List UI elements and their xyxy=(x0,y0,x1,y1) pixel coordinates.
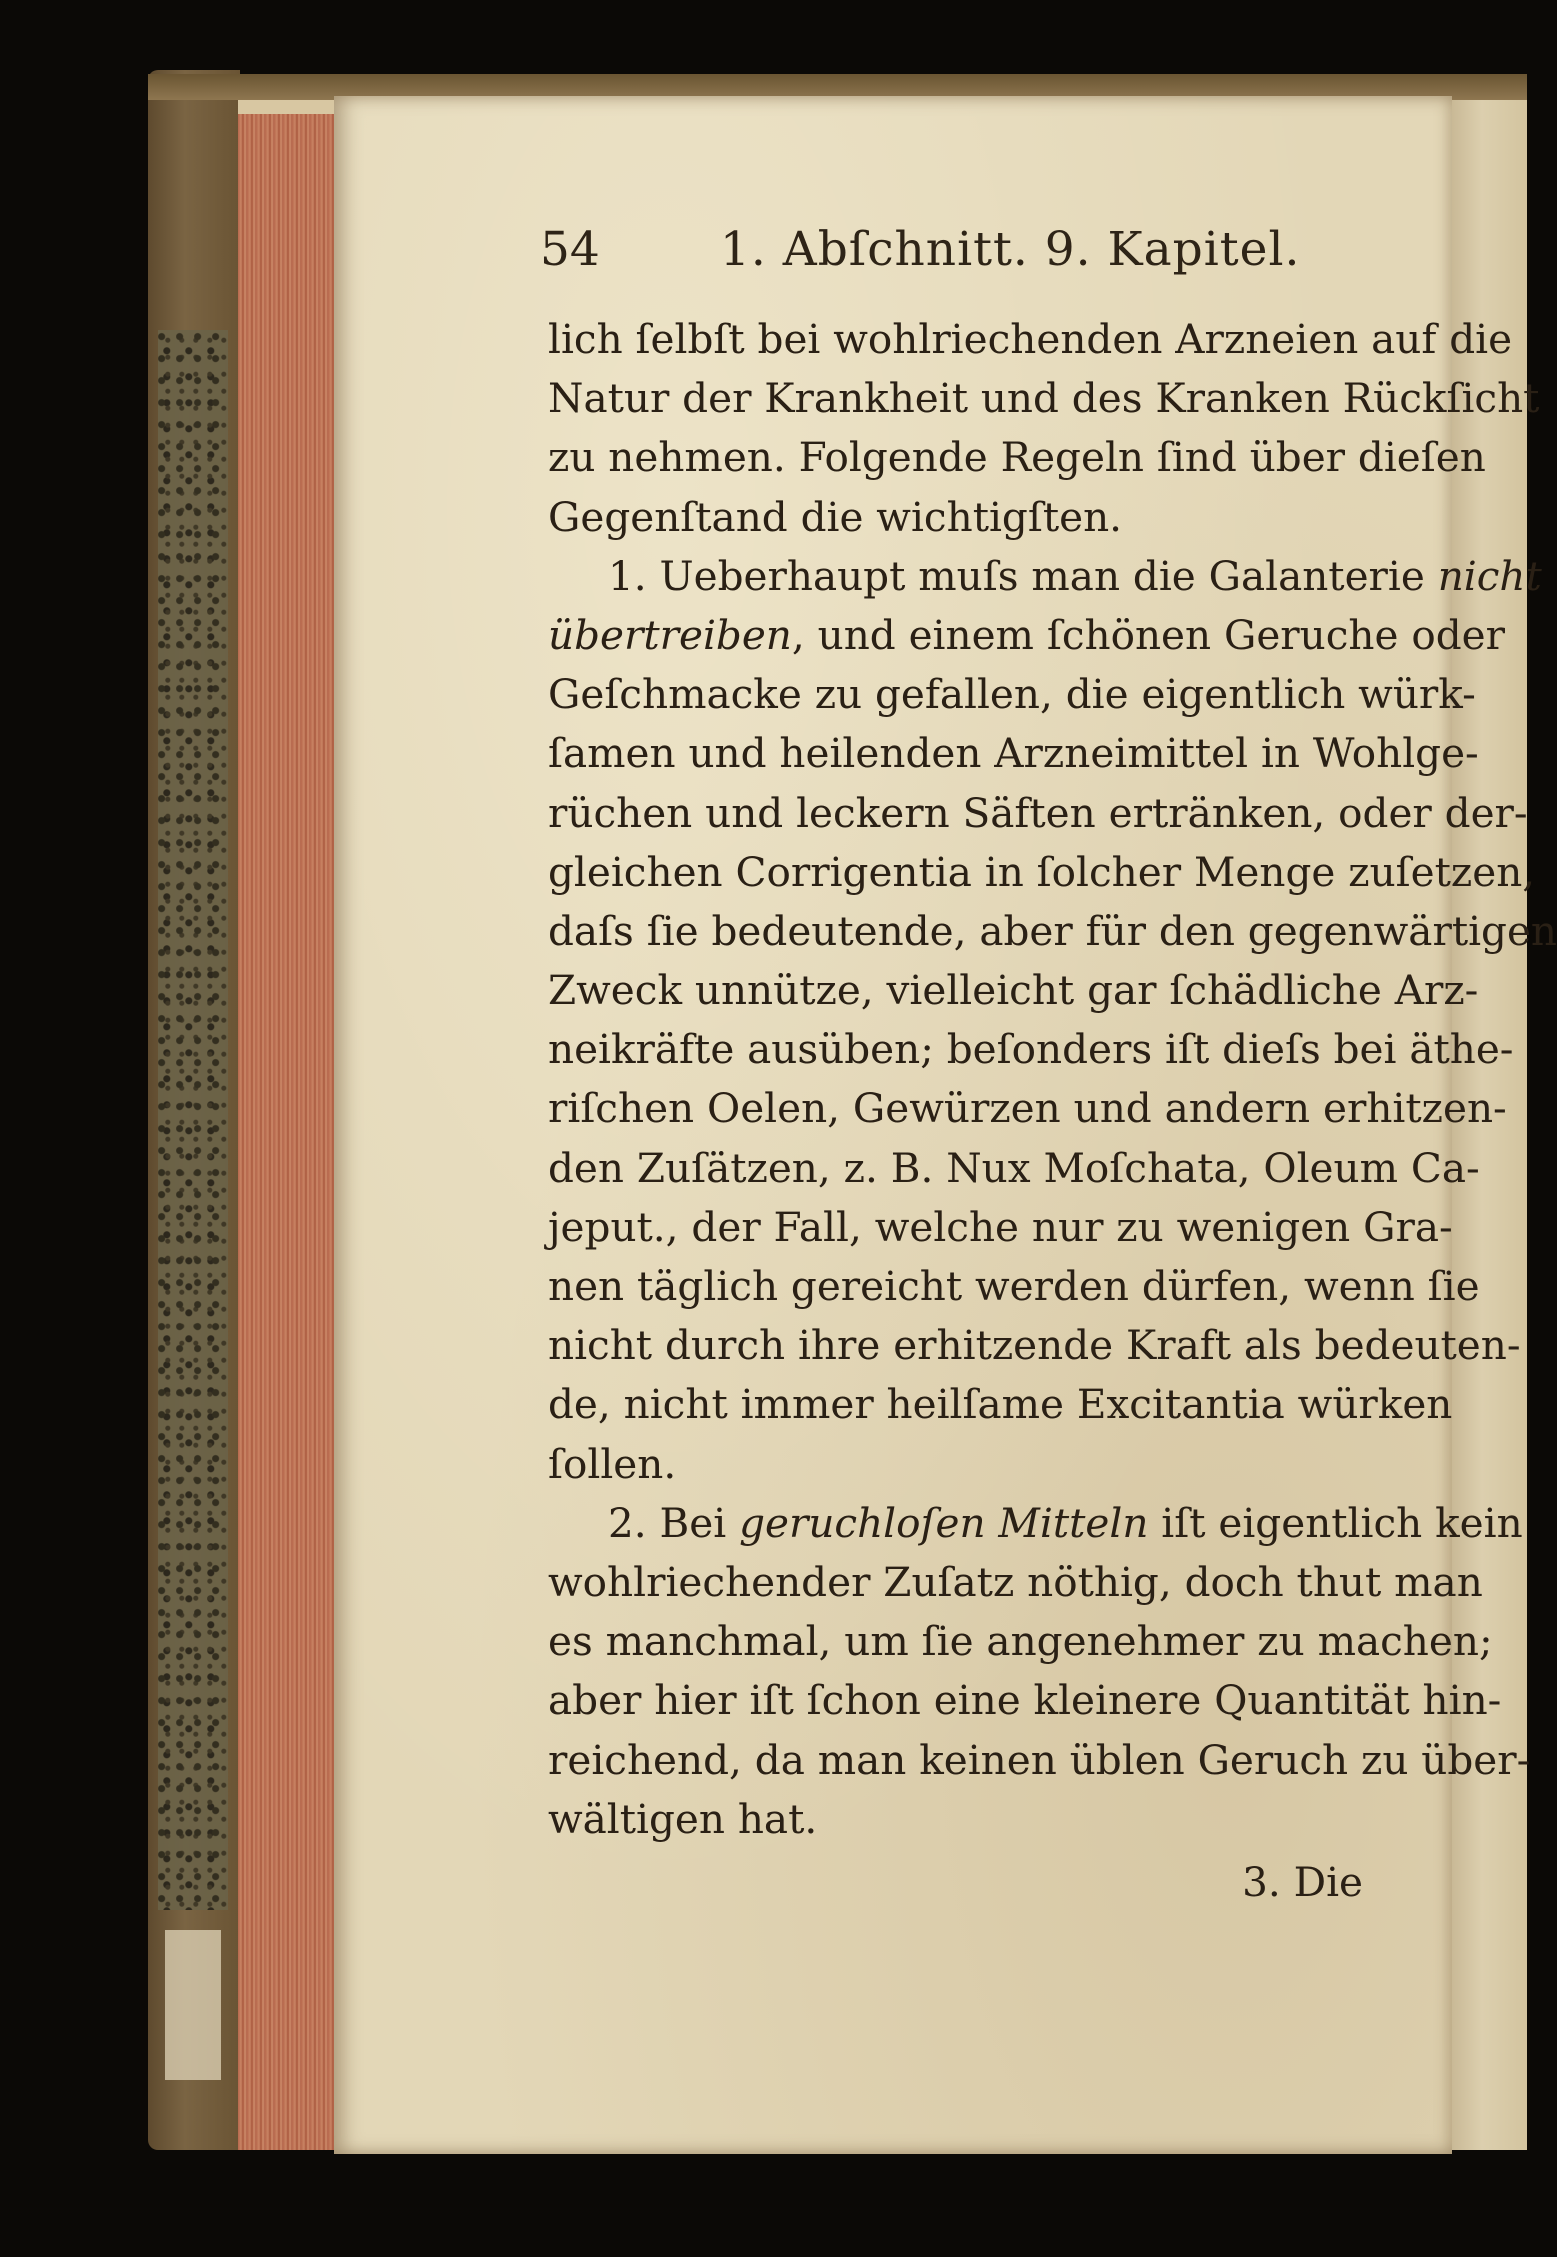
catchword: 3. Die xyxy=(1242,1857,1363,1906)
page-number: 54 xyxy=(540,222,600,277)
line-text: es manchmal, um ſie angenehmer zu machen; xyxy=(548,1617,1493,1666)
text-line xyxy=(548,369,1540,428)
text-line xyxy=(548,547,1542,606)
line-text: daſs ſie bedeutende, aber für den gegenwärtigen xyxy=(548,906,1557,955)
line-text: lich ſelbſt bei wohlriechenden Arzneien auf die xyxy=(548,315,1513,363)
line-text: Zweck unnütze, vielleicht gar ſchädliche Arz- xyxy=(548,966,1479,1015)
emphasis-text: geruchloſen Mitteln xyxy=(739,1498,1149,1547)
text-line xyxy=(548,1790,1363,1849)
line-text: , und einem ſchönen Geruche oder xyxy=(791,610,1505,659)
line-text: Natur der Krankheit und des Kranken Rückſicht xyxy=(548,374,1540,423)
text-line xyxy=(548,843,1536,902)
line-text: 2. Bei xyxy=(608,1498,740,1547)
text-lines xyxy=(548,310,1557,1849)
text-line xyxy=(548,1494,1523,1553)
catchword-line xyxy=(548,1853,1363,1912)
text-line xyxy=(548,310,1513,369)
line-text: Gegenſtand die wichtigſten. xyxy=(548,492,1123,541)
text-line xyxy=(548,784,1528,843)
line-text: Geſchmacke zu gefallen, die eigentlich würk- xyxy=(548,670,1476,719)
page-edges xyxy=(238,100,336,2150)
emphasis-text: übertreiben xyxy=(548,610,792,659)
running-header xyxy=(540,222,1410,292)
text-line xyxy=(548,1020,1514,1079)
line-text: ſamen und heilenden Arzneimittel in Wohlge- xyxy=(548,729,1479,778)
line-text: zu nehmen. Folgende Regeln ſind über dieſen xyxy=(548,433,1486,482)
text-line xyxy=(548,1079,1507,1138)
text-line xyxy=(548,1553,1483,1612)
text-line xyxy=(548,488,1363,547)
running-title: 1. Abſchnitt. 9. Kapitel. xyxy=(720,222,1301,277)
line-text: jeput., der Fall, welche nur zu wenigen Gra- xyxy=(548,1202,1453,1251)
text-line xyxy=(548,665,1476,724)
text-line xyxy=(548,1435,1363,1494)
text-line xyxy=(548,1375,1453,1434)
text-line xyxy=(548,902,1557,961)
line-text: wohlriechender Zuſatz nöthig, doch thut man xyxy=(548,1557,1483,1606)
page-body xyxy=(548,310,1557,1912)
line-text: nen täglich gereicht werden dürfen, wenn ſie xyxy=(548,1262,1480,1310)
text-line xyxy=(548,428,1486,487)
line-text: rüchen und leckern Säften ertränken, oder der- xyxy=(548,788,1528,837)
line-text: neikräfte ausüben; beſonders iſt dieſs bei äthe- xyxy=(548,1025,1514,1074)
text-line xyxy=(548,1671,1502,1730)
text-line xyxy=(548,1139,1480,1198)
text-line xyxy=(548,1198,1453,1257)
line-text: nicht durch ihre erhitzende Kraft als bedeuten- xyxy=(548,1321,1521,1370)
text-line xyxy=(548,724,1479,783)
line-text: riſchen Oelen, Gewürzen und andern erhitzen- xyxy=(548,1084,1507,1133)
text-line xyxy=(548,1316,1521,1375)
text-line xyxy=(548,1257,1480,1316)
text-line xyxy=(548,606,1505,665)
line-text: aber hier iſt ſchon eine kleinere Quantität hin- xyxy=(548,1676,1502,1725)
line-text: den Zuſätzen, z. B. Nux Moſchata, Oleum Ca- xyxy=(548,1143,1480,1192)
line-text: de, nicht immer heilſame Excitantia würken xyxy=(548,1380,1453,1429)
text-line xyxy=(548,1612,1493,1671)
marbled-cover xyxy=(158,330,228,1910)
emphasis-text: nicht xyxy=(1437,551,1542,600)
line-text: gleichen Corrigentia in ſolcher Menge zuſetzen, xyxy=(548,847,1536,896)
line-text: 1. Ueberhaupt muſs man die Galanterie xyxy=(608,551,1438,600)
line-text: iſt eigentlich kein xyxy=(1148,1498,1523,1547)
spine-label xyxy=(165,1930,221,2080)
line-text: wältigen hat. xyxy=(548,1794,818,1843)
line-text: reichend, da man keinen üblen Geruch zu über- xyxy=(548,1735,1531,1784)
text-line xyxy=(548,1731,1531,1790)
text-line xyxy=(548,961,1479,1020)
line-text: ſollen. xyxy=(548,1439,677,1488)
